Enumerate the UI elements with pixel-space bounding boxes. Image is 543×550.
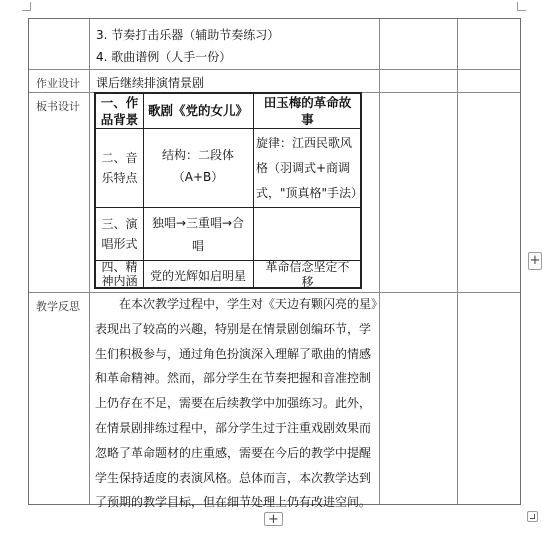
column-divider <box>457 19 458 504</box>
board-column-divider <box>143 94 144 287</box>
board-row-divider <box>96 207 360 208</box>
board-row-label: 二、音 乐特点 <box>101 151 138 185</box>
reflection-line: 在情景剧排练过程中，部分学生过于注重戏剧效果而 <box>95 420 372 435</box>
board-design-table <box>94 92 362 289</box>
board-cell: 结构：二段体 （A+B） <box>161 148 234 184</box>
reflection-line: 生们积极参与，通过角色扮演深入理解了歌曲的情感 <box>95 346 372 361</box>
reflection-line: 表现出了较高的兴趣，特别是在情景剧创编环节，学 <box>95 321 372 336</box>
reflection-label: 教学反思 <box>36 300 80 313</box>
lesson-step: 3. 节奏打击乐器（辅助节奏练习） <box>96 28 280 42</box>
homework-content: 课后继续排演情景剧 <box>96 76 205 90</box>
board-row-label: 三、演 唱形式 <box>101 217 138 251</box>
lesson-step: 4. 歌曲谱例（人手一份） <box>96 50 232 64</box>
board-cell: 旋律：江西民歌风 格（羽调式+商调 式，"顶真格"手法） <box>256 136 364 200</box>
reflection-text <box>95 292 385 515</box>
reflection-line: 了预期的教学目标，但在细节处理上仍有改进空间。 <box>95 495 372 510</box>
board-design-label: 板书设计 <box>36 100 80 113</box>
corner-mark-top-right <box>517 2 526 11</box>
reflection-line: 忽略了革命题材的庄重感，需要在今后的教学中提醒 <box>95 445 372 460</box>
board-cell: 独唱→三重唱→合 唱 <box>151 216 245 253</box>
board-header-row-label: 一、作 品背景 <box>100 95 139 127</box>
board-row-divider <box>96 128 360 129</box>
add-row-button[interactable]: + <box>264 512 283 526</box>
homework-label: 作业设计 <box>36 77 80 90</box>
board-header-col2: 田玉梅的革命故 事 <box>263 95 352 127</box>
column-divider <box>89 19 90 504</box>
reflection-line: 在本次教学过程中，学生对《天边有颗闪亮的星》 <box>119 297 384 311</box>
row-divider <box>29 69 520 70</box>
reflection-line: 上仍存在不足，需要在后续教学中加强练习。此外， <box>95 396 372 411</box>
board-row-label: 四、精 神内涵 <box>101 260 138 288</box>
corner-mark-top-left <box>22 2 31 11</box>
reflection-line: 和革命精神。然而，部分学生在节奏把握和音准控制 <box>95 371 372 386</box>
board-cell: 党的光辉如启明星 <box>149 269 246 283</box>
board-header-col1: 歌剧《党的女儿》 <box>147 103 248 118</box>
add-column-button[interactable]: + <box>529 253 541 268</box>
reflection-line: 学生保持适度的表演风格。总体而言，本次教学达到 <box>95 470 372 485</box>
table-resize-handle-icon[interactable] <box>527 511 538 522</box>
board-cell: 革命信念坚定不 移 <box>265 260 350 289</box>
